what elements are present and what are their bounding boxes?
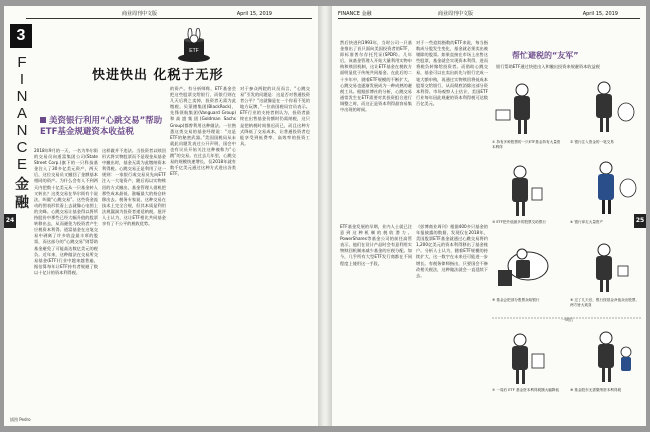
section-letter: N — [16, 88, 28, 105]
cartoon-panel-7 — [512, 334, 544, 384]
caption-6: ⑥ 过了几天后，银行按基金净值卖出股票，两方皆大欢喜 — [570, 298, 640, 307]
article-column-7: ETF基金发展的早期，业内人士就已注意到这种机制的税收潜力。PowerShares等基金公司的前任高管表示，他们在设计产品时会有意利用实物赎回机制来减少基金的应税分配。如今，几乎所有大型ETF发行商都在不同程度上使用这一手段。 — [340, 224, 412, 266]
cartoon-panel-4 — [598, 162, 636, 214]
section-letter: C — [16, 139, 28, 156]
page-number: 24 — [4, 214, 16, 228]
left-page — [4, 6, 318, 426]
right-header-publication: 商业周刊中文版 — [438, 11, 474, 17]
article-column-5: 然后快进到1993年，当时公司一只基金推出了首只面向美国投资者的ETF，即标准普尔存托凭证(SPDR)。几年后，该基金管理人开始大量利用实物申购和赎回机制，这让ETF基金在税收方面明显优于传统共同基金。在此后的二十多年中，随着ETF规模的不断扩大，心跳交易也逐渐发展成为一种成熟的避税工具。根据彭博社的分析，心跳交易通常发生在ETF需要对其投资组合进行调整之时，而这正是资本利得最容易集中出现的时候。 — [340, 40, 412, 113]
caption-3: ③ ETF把升值最多的股票交给银行 — [492, 220, 547, 224]
right-header-date: April 15, 2019 — [582, 11, 618, 17]
illustration-credit: 插图 Pedro — [10, 417, 31, 422]
section-letter: A — [16, 105, 27, 122]
article-column-1: 2018年9月的一天，一名为华尔街的交易员向道富集团公司(State Street Corp.)旗下的一只科技基金注入了30多亿美元资产，两天后，这位交易员又撤回了金额基本相同的资产。为什么会有人不到两天内把数十亿美元从一只基金转入又转出？这类交易在华尔街有个说法，叫做“心跳交易”。这些资金流动的图表形状看上去就像心电图上的尖峰。心跳交易让基金得以将所持股份中那些已经大幅升值的股票转移出去，从而避免为投资者产生应税资本利得。道富基金在这笔交易中剥离了许多收益最丰厚的股票，而这部分的“心跳交易”则帮助基金避免了可能高达数亿美元的税负。近年来，这种做法在交易所交易基金(ETF)行业中越来越普遍，据估算每年让ETF持有者规避了数以十亿计的资本利得税。 — [34, 148, 98, 275]
cartoon-panel-3 — [512, 166, 542, 216]
section-vertical-label — [13, 54, 31, 211]
cartoon-panel-2 — [596, 82, 634, 132]
left-page-header — [26, 10, 312, 19]
cartoon-panel-1 — [496, 84, 530, 134]
cartoon-panel-8 — [598, 332, 631, 382]
caption-4: ④ 银行拿走大量资产 — [570, 220, 604, 224]
article-column-6: 对于一些追踪指数的ETF来说，每当指数成分股发生变化，基金就必须卖出被剔除的股票。如果直接在市场上出售这些股票，基金就会实现资本利得，进而将税负转嫁给投资者。而借助心跳交易，基金可以在卖出前先与银行完成一笔大额申购，再通过实物赎回将低成本股票交给银行，从而彻底消除这部分资本利得。市场观察人士估计，美国ETF行业每年因此规避的资本利得税可达数百亿美元。 — [416, 40, 488, 106]
cartoon-strip — [492, 70, 642, 416]
cartoon-panel-5 — [498, 249, 548, 286]
article-title: 快进快出 化税于无形 — [92, 68, 224, 83]
page-gutter — [318, 6, 332, 426]
caption-8: ⑧ 基金股东无需缴纳资本利得税 — [570, 388, 622, 392]
sidebar-description: 银行帮助ETF通过快进出入和撤出投资来规避资本收益税 — [496, 64, 600, 69]
magic-hat-illustration — [174, 28, 214, 64]
article-subtitle — [40, 116, 166, 138]
section-number: 3 — [10, 24, 32, 48]
hat-label: ETF — [189, 48, 199, 54]
bullet-square-icon — [40, 117, 46, 123]
caption-7: ⑦ 一周后 ETF 基金资本利得税额大幅降低 — [492, 388, 560, 392]
left-header-publication: 商业周刊中文版 — [122, 11, 158, 17]
week-label: 一周后 — [561, 317, 573, 322]
section-letter: N — [16, 122, 28, 139]
caption-1: ① 持有多种股票的一只ETF基金持有大量资本利得 — [492, 140, 561, 149]
page-number: 25 — [634, 214, 646, 228]
cartoon-panel-6 — [596, 244, 628, 292]
sidebar-title: 帮忙避税的“友军” — [512, 51, 579, 60]
caption-5: ⑤ 基金会把部分股票卖给银行 — [492, 298, 540, 302]
right-page — [332, 6, 646, 426]
article-column-8: 《彭博商业周刊》根据400多只基金的年报披露的数据，发现仅在2018年，美国股票ETF基金就通过心跳交易将约1,200亿美元的资本利得移出了基金账户。分析人士认为，随着ETF规模的持续扩大，这一数字在未来还可能进一步增长。有税务律师指出，只要国会不修改相关税法，这种做法就会一直延续下去。 — [416, 224, 488, 278]
left-header-date: April 15, 2019 — [236, 11, 272, 17]
section-letter: I — [19, 71, 25, 88]
caption-2: ② 银行注入资金的一笔交易 — [570, 140, 614, 144]
section-cn-label: 金融 — [15, 176, 29, 210]
right-header-section: FINANCE 金融 — [338, 11, 372, 17]
section-letter: E — [16, 156, 27, 173]
right-page-header — [338, 10, 640, 19]
article-column-3: 的资产。有分析师称，ETF基金会把这些股票交给银行，而银行则在几天后将之卖掉，投资者无需为此缴税。贝莱德集团(BlackRock)、先锋领航集团(Vanguard Group)和高盛集团(Goldman Sachs Group)都曾利用这种做法。一位熟悉这类交易的基金经理说：“这是ETF的秘密武器。”美国国税局从未就此问题发表过公开声明，国会中也有议员开始关注这种被称为“心跳”的交易。在过去几年里，心跳交易的规模快速增长，仅2018年就有数千亿美元通过这种方式进出各类ETF。 — [170, 86, 236, 177]
section-letter: F — [17, 54, 27, 71]
subtitle-text: 美资银行利用“心跳交易”帮助ETF基金规避资本收益税 — [40, 116, 163, 137]
article-column-4: 对于参众两院的议员而言，“心跳交易”引发的问题是：这是否对普通投资者公平？“这就像是在一个你看不见的地方玩牌，”一位前国税局官员表示。ETF行业的支持者则认为，投资者最终在出售基金份额时仍需纳税，这只是把纳税时间推迟而已，而且这种方式降低了交易成本，让普通投资者也能享受到低费率、高效率的投资工具。 — [240, 86, 310, 146]
article-column-2: 这样做并不违法。当投资者以赎回形式将实物股票而不是现金从基金中撤出时，基金无需为此缴纳资本利得税。心跳交易正是利用了这一规则：一家银行或交易员先向ETF注入一大笔资产，随后再以实物赎回的方式撤出，基金管理人借机把那些成本最低、涨幅最大的持仓转移出去。税务专家说，这种交易在技术上完全合规，但其本质是利用法规漏洞为投资者递延纳税，批评人士认为，这让ETF相比共同基金享有了不公平的税收优势。 — [102, 148, 166, 227]
